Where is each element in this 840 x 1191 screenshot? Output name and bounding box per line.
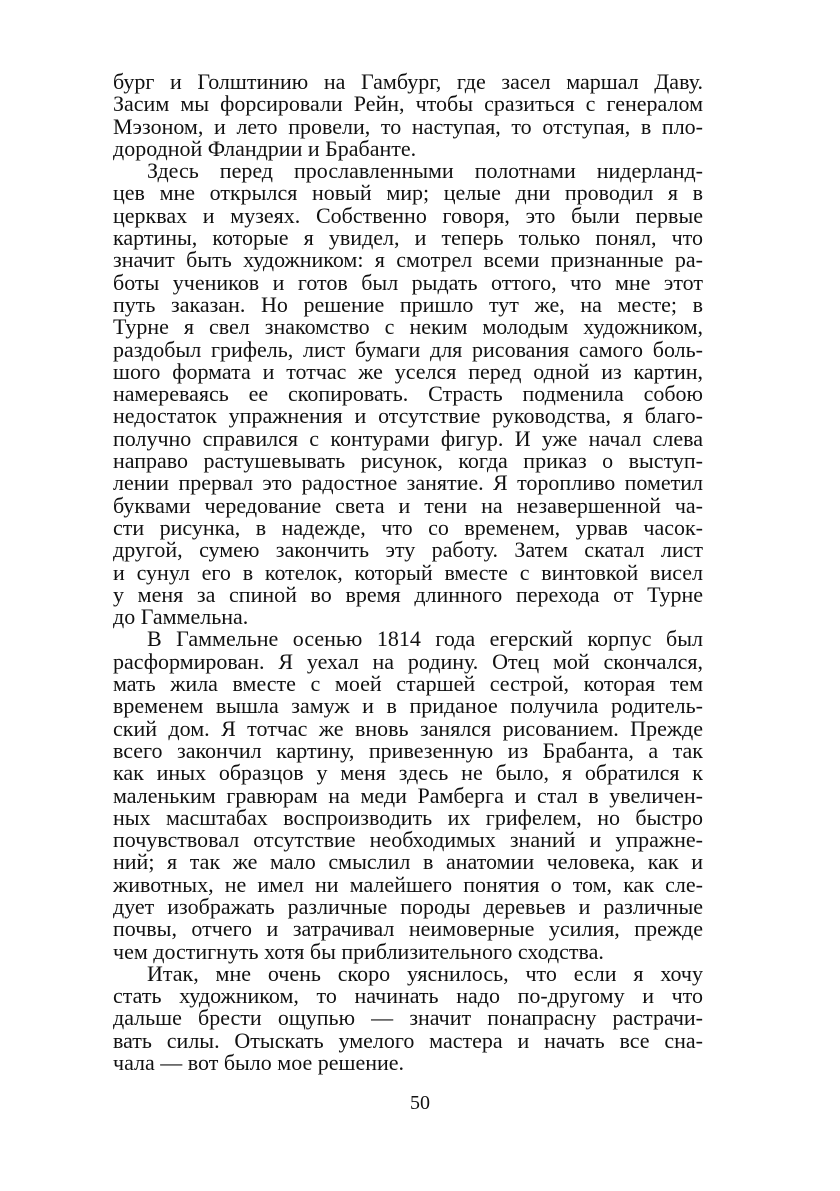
text-line: маленьким гравюрам на меди Рамберга и стал в увеличен-: [113, 782, 703, 808]
text-line: буквами чередование света и тени на незавершенной ча-: [113, 492, 703, 518]
text-line: вать силы. Отыскать умелого мастера и начать все сна-: [113, 1027, 703, 1053]
text-line: до Гаммельна.: [113, 604, 249, 630]
body-text: [113, 71, 703, 1074]
text-line: значит быть художником: я смотрел всеми признанные ра-: [113, 247, 703, 273]
text-line: путь заказан. Но решение пришло тут же, на месте; в: [113, 291, 703, 317]
text-line: чем достигнуть хотя бы приблизительного сходства.: [113, 938, 604, 964]
text-line: цев мне открылся новый мир; целые дни проводил я в: [113, 180, 703, 206]
text-line: стать художником, то начинать надо по-другому и что: [113, 983, 703, 1009]
text-line: боты учеников и готов был рыдать оттого, что мне этот: [113, 269, 703, 295]
text-line: недостаток упражнения и отсутствие руководства, я благо-: [113, 403, 703, 429]
text-line: В Гаммельне осенью 1814 года егерский корпус был: [147, 626, 703, 652]
text-line: Мэзоном, и лето провели, то наступая, то отступая, в пло-: [113, 113, 703, 139]
text-line: животных, не имел ни малейшего понятия о том, как сле-: [113, 871, 703, 897]
text-line: расформирован. Я уехал на родину. Отец мой скончался,: [113, 648, 703, 674]
text-line: Итак, мне очень скоро уяснилось, что если я хочу: [147, 960, 703, 986]
text-line: Турне я свел знакомство с неким молодым художником,: [113, 314, 703, 340]
text-line: Засим мы форсировали Рейн, чтобы сразиться с генералом: [113, 91, 703, 117]
text-line: дует изображать различные породы деревьев и различные: [113, 893, 703, 919]
text-line: намереваясь ее скопировать. Страсть подменила собою: [113, 381, 703, 407]
text-line: получно справился с контурами фигур. И уже начал слева: [113, 425, 703, 451]
text-line: мать жила вместе с моей старшей сестрой, которая тем: [113, 671, 703, 697]
text-line: Здесь перед прославленными полотнами нидерланд-: [147, 158, 703, 184]
text-line: почувствовал отсутствие необходимых знаний и упражне-: [113, 827, 703, 853]
text-line: ных масштабах воспроизводить их грифелем, но быстро: [113, 804, 703, 830]
text-line: шого формата и тотчас же уселся перед одной из картин,: [113, 358, 703, 384]
text-line: церквах и музеях. Собственно говоря, это были первые: [113, 202, 703, 228]
text-line: бург и Голштинию на Гамбург, где засел маршал Даву.: [113, 69, 703, 94]
text-line: как иных образцов у меня здесь не было, я обратился к: [113, 760, 703, 786]
text-line: временем вышла замуж и в приданое получила родитель-: [113, 693, 703, 719]
text-line: ний; я так же мало смыслил в анатомии человека, как и: [113, 849, 703, 875]
text-line: раздобыл грифель, лист бумаги для рисования самого боль-: [113, 336, 703, 362]
text-line: дальше брести ощупью — значит понапрасну растрачи-: [113, 1005, 703, 1031]
text-line: ский дом. Я тотчас же вновь занялся рисованием. Прежде: [113, 715, 703, 741]
text-line: и сунул его в котелок, который вместе с винтовкой висел: [113, 559, 703, 585]
text-line: у меня за спиной во время длинного перехода от Турне: [113, 581, 703, 607]
text-line: направо растушевывать рисунок, когда приказ о выступ-: [113, 448, 703, 474]
text-line: сти рисунка, в надежде, что со временем, урвав часок-: [113, 514, 703, 540]
text-line: лении прервал это радостное занятие. Я торопливо пометил: [113, 470, 703, 496]
text-line: картины, которые я увидел, и теперь только понял, что: [113, 225, 703, 251]
text-line: почвы, отчего и затрачивал неимоверные усилия, прежде: [113, 916, 703, 942]
text-line: всего закончил картину, привезенную из Брабанта, а так: [113, 737, 703, 763]
text-line: дородной Фландрии и Брабанте.: [113, 135, 417, 161]
text-line: чала — вот было мое решение.: [113, 1050, 405, 1076]
text-line: другой, сумею закончить эту работу. Затем скатал лист: [113, 537, 703, 563]
page-number: 50: [410, 1092, 430, 1114]
